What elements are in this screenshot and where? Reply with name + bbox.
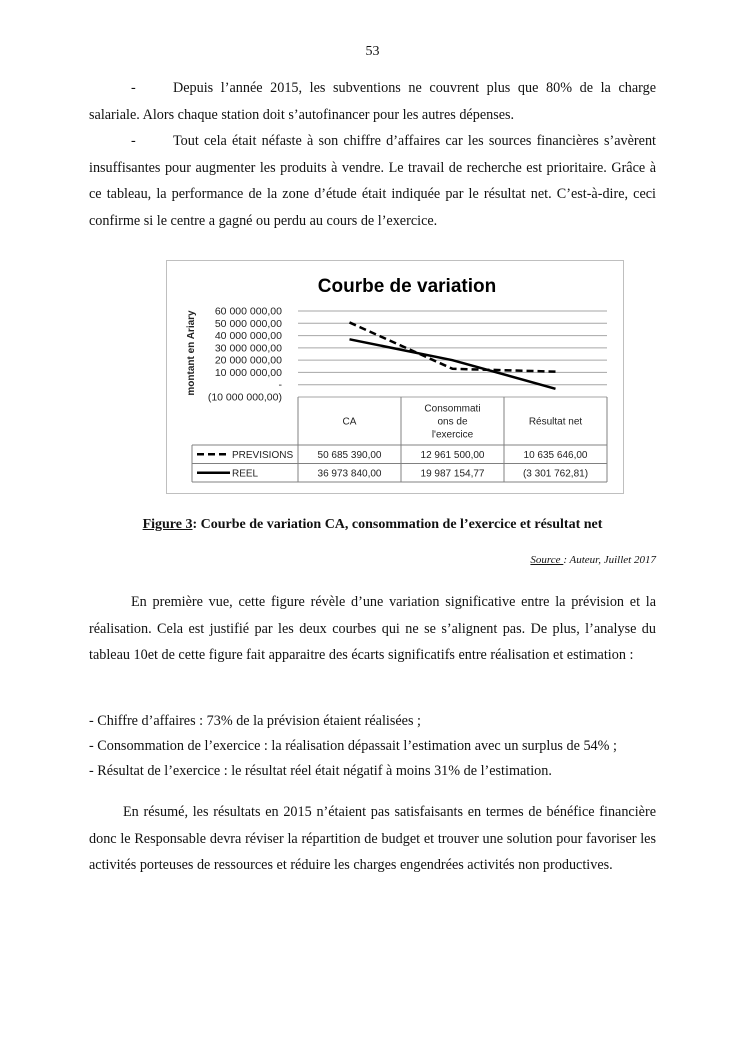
legend-label-reel: REEL [232,468,259,480]
bullet-dash-1: - [131,80,136,96]
list-item: - Chiffre d’affaires : 73% de la prévision étaient réalisées ; [89,713,421,729]
list-item: - Résultat de l’exercice : le résultat réel était négatif à moins 31% de l’estimation. [89,763,552,779]
x-category-label: Résultat net [528,416,583,428]
intro-bullet-2-text: Tout cela était néfaste à son chiffre d’affaires car les sources financières s’avèrent insuffisantes pour augmenter les produits à vendre. Le travail de recherche est prioritaire. Grâce à ce tableau, la performance de la zone d’étude était indiquée par le résultat net. C’est-à-dire, ceci confirme si le centre a gagné ou perdu au cours de l’exercice. [89,133,656,229]
page-number: 53 [365,44,380,59]
intro-bullet-1-text: Depuis l’année 2015, les subventions ne couvrent plus que 80% de la charge salariale. Alors chaque station doit s’autofinancer pour les autres dépenses. [89,80,656,123]
bullet-dash-2: - [131,133,136,149]
figure-caption [0,517,745,533]
data-label: 12 961 500,00 [420,449,485,461]
data-label: 36 973 840,00 [317,468,382,480]
conclusion-text: En résumé, les résultats en 2015 n’étaient pas satisfaisants en termes de bénéfice financière donc le Responsable devra réviser la répartition de budget et trouver une solution pour favoriser les activités porteuses de ressources et réduire les charges engendrées activités non productives. [89,804,656,873]
y-tick-label: 40 000 000,00 [214,330,282,343]
figure-source [530,554,656,566]
source-text: : Auteur, Juillet 2017 [563,554,656,566]
list-item: - Consommation de l’exercice : la réalisation dépassait l’estimation avec un surplus de 54% ; [89,738,617,754]
figure-caption-label: Figure 3 [142,517,193,532]
legend-label-previsions: PREVISIONS [232,449,294,461]
analysis-paragraph-text: En première vue, cette figure révèle d’une variation significative entre la prévision et la réalisation. Cela est justifié par les deux courbes qui ne se s’alignent pas. De plus, l’analyse du tableau 10et de cette figure fait apparaitre des écarts significatifs entre réalisation et estimation : [89,594,656,663]
variation-chart [167,261,623,493]
x-category-label: ons de [437,416,468,428]
y-tick-label: 60 000 000,00 [214,305,282,318]
chart-container [166,260,624,494]
data-label: 10 635 646,00 [523,449,588,461]
y-tick-label: 10 000 000,00 [214,366,282,379]
y-tick-label: - [278,379,282,392]
analysis-paragraph [89,589,656,669]
x-category-label: CA [342,416,357,428]
series-line-reel [350,339,556,388]
y-tick-label: (10 000 000,00) [207,391,282,404]
x-category-label: l'exercice [431,429,474,441]
conclusion-paragraph [89,799,656,879]
figure-caption-text: : Courbe de variation CA, consommation de l’exercice et résultat net [192,517,603,532]
series-line-previsions [350,322,556,371]
chart-title: Courbe de variation [317,276,497,297]
y-axis-label: montant en Ariary [186,310,197,396]
data-label: 50 685 390,00 [317,449,382,461]
data-label: (3 301 762,81) [522,468,589,480]
source-label: Source [530,554,564,566]
x-category-label: Consommati [424,403,481,415]
y-tick-label: 50 000 000,00 [214,317,282,330]
intro-bullet-1 [89,75,656,128]
y-tick-label: 20 000 000,00 [214,354,282,367]
intro-bullet-2 [89,128,656,234]
y-tick-label: 30 000 000,00 [214,342,282,355]
data-label: 19 987 154,77 [420,468,485,480]
